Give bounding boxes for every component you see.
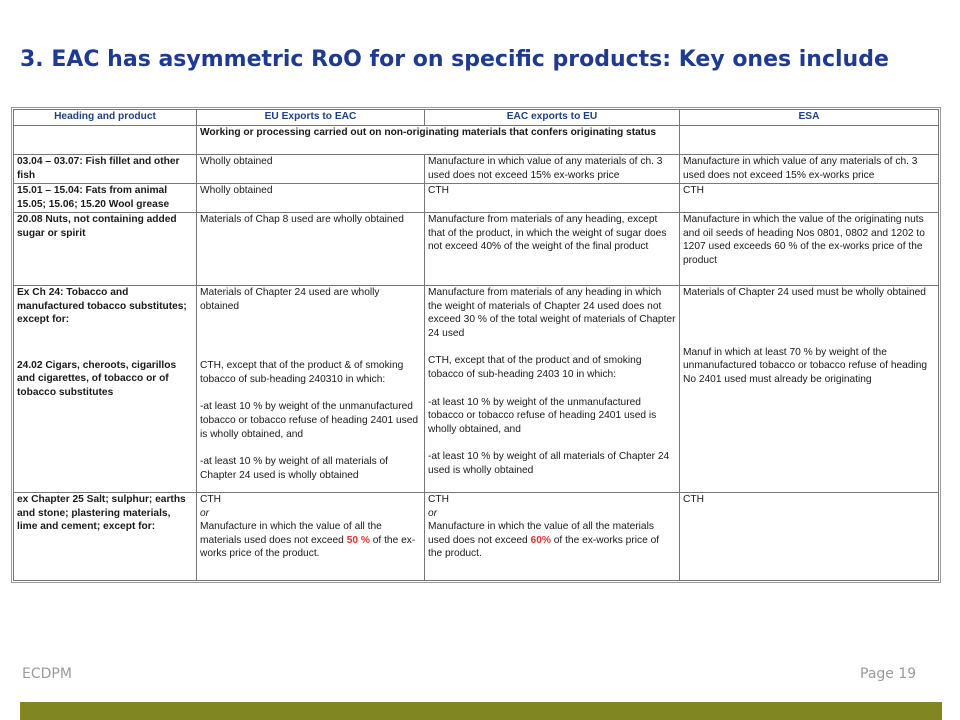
- product-cell: 15.01 – 15.04: Fats from animal 15.05; 15.06; 15.20 Wool grease: [14, 184, 197, 213]
- table-row: [14, 155, 939, 184]
- footer-organization: ECDPM: [22, 666, 72, 682]
- header-heading-product: Heading and product: [14, 110, 197, 126]
- cell-text-part: of the ex-works price of the product.: [428, 534, 660, 560]
- eu-cell: Materials of Chap 8 used are wholly obtained: [197, 213, 425, 286]
- table-cell: [14, 126, 197, 155]
- product-cell: ex Chapter 25 Salt; sulphur; earths and stone; plastering materials, lime and cement; except for:: [14, 493, 197, 581]
- product-cell: [14, 286, 197, 493]
- eu-cell: Wholly obtained: [197, 184, 425, 213]
- esa-cell: Manufacture in which the value of the originating nuts and oil seeds of heading Nos 0801, 0802 and 1202 to 1207 used exceeds 60 % of the ex-works price of the product: [680, 213, 939, 286]
- cell-text: [428, 520, 676, 561]
- threshold-value: 50 %: [346, 534, 370, 546]
- eu-cell: [197, 286, 425, 493]
- cell-text: CTH: [428, 494, 449, 505]
- cell-text-part: of the ex-works price of the product.: [200, 534, 416, 560]
- threshold-value: 60%: [530, 534, 551, 546]
- cell-text: [200, 520, 421, 561]
- esa-cell: Manufacture in which value of any materials of ch. 3 used does not exceed 15% ex-works price: [680, 155, 939, 184]
- eac-cell: CTH: [425, 184, 680, 213]
- cell-text: Manufacture from materials of any heading in which the weight of materials of Chapter 24 used does not exceed 30 % of the total weight of materials of Chapter 24 used: [428, 287, 676, 339]
- rules-of-origin-table: [13, 109, 939, 581]
- slide-title: 3. EAC has asymmetric RoO for on specific products: Key ones include: [20, 47, 889, 72]
- product-cell: 20.08 Nuts, not containing added sugar or spirit: [14, 213, 197, 286]
- cell-text: CTH, except that of the product and of smoking tobacco of sub-heading 2403 10 in which:: [428, 355, 642, 380]
- table-row: [14, 184, 939, 213]
- cell-text: -at least 10 % by weight of the unmanufactured tobacco or tobacco refuse of heading 2401 used is wholly obtained, and: [428, 396, 657, 435]
- cell-text-or: or: [428, 507, 438, 519]
- table-row: [14, 286, 939, 493]
- table-row: [14, 126, 939, 155]
- esa-cell: [680, 286, 939, 493]
- eac-cell: Manufacture from materials of any heading, except that of the product, in which the weight of sugar does not exceed 40% of the weight of the final product: [425, 213, 680, 286]
- cell-text: Materials of Chapter 24 used are wholly obtained: [200, 287, 380, 312]
- footer-bar: [20, 702, 942, 720]
- product-text: 24.02 Cigars, cheroots, cigarillos and cigarettes, of tobacco or of tobacco substitutes: [17, 359, 177, 398]
- cell-text: CTH: [200, 494, 221, 505]
- table-header-row: [14, 110, 939, 126]
- cell-text: Manuf in which at least 70 % by weight of the unmanufactured tobacco or tobacco refuse of heading No 2401 used must already be originating: [683, 346, 928, 385]
- header-esa: ESA: [680, 110, 939, 126]
- rules-of-origin-table-container: [11, 107, 941, 583]
- cell-text: -at least 10 % by weight of all materials of Chapter 24 used is wholly obtained: [428, 451, 670, 476]
- eu-cell: [197, 493, 425, 581]
- product-text: Ex Ch 24: Tobacco and manufactured tobacco substitutes; except for:: [17, 287, 187, 326]
- cell-text-part: Manufacture in which the value of all the materials used does not exceed: [200, 521, 382, 546]
- cell-text: Materials of Chapter 24 used must be wholly obtained: [683, 287, 926, 298]
- table-cell: [680, 126, 939, 155]
- table-row: [14, 213, 939, 286]
- header-eac-exports: EAC exports to EU: [425, 110, 680, 126]
- cell-text: -at least 10 % by weight of all materials of Chapter 24 used is wholly obtained: [200, 456, 388, 481]
- page-number: Page 19: [860, 666, 917, 682]
- eac-cell: Manufacture in which value of any materials of ch. 3 used does not exceed 15% ex-works price: [425, 155, 680, 184]
- esa-cell: CTH: [680, 493, 939, 581]
- cell-text-or: or: [200, 507, 210, 519]
- cell-text-part: Manufacture in which the value of all the materials used does not exceed: [428, 521, 654, 546]
- eac-cell: [425, 493, 680, 581]
- subheader-cell: Working or processing carried out on non-originating materials that confers originating status: [197, 126, 680, 155]
- esa-cell: CTH: [680, 184, 939, 213]
- cell-text: -at least 10 % by weight of the unmanufactured tobacco or tobacco refuse of heading 2401 used is wholly obtained, and: [200, 401, 419, 440]
- table-row: [14, 493, 939, 581]
- header-eu-exports: EU Exports to EAC: [197, 110, 425, 126]
- product-cell: 03.04 – 03.07: Fish fillet and other fish: [14, 155, 197, 184]
- cell-text: CTH, except that of the product & of smoking tobacco of sub-heading 240310 in which:: [200, 360, 404, 385]
- eu-cell: Wholly obtained: [197, 155, 425, 184]
- eac-cell: [425, 286, 680, 493]
